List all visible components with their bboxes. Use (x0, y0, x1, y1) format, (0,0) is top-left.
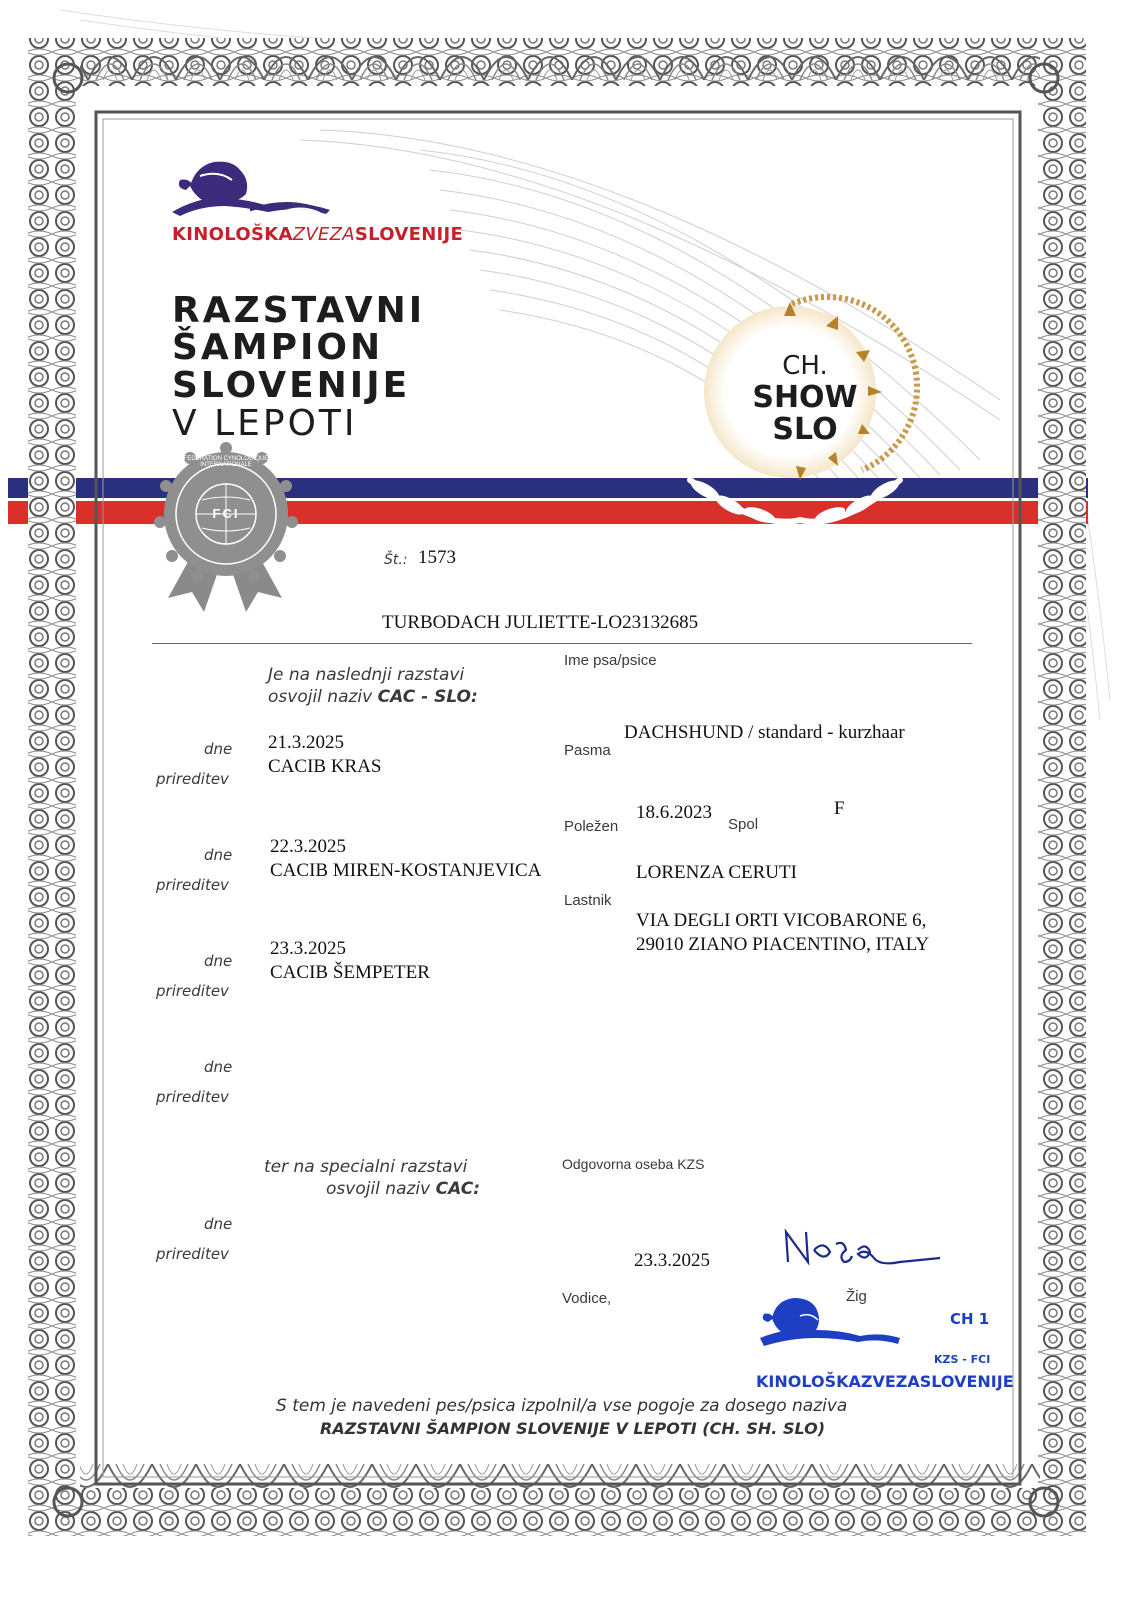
breed-label: Pasma (564, 742, 611, 759)
number-label: Št.: (384, 552, 408, 568)
owner-address-2: 29010 ZIANO PIACENTINO, ITALY (636, 934, 930, 955)
born-value: 18.6.2023 (636, 802, 712, 823)
stamp-sub: KZS - FCI (934, 1353, 991, 1366)
org-name-part2: ZVEZA (292, 224, 355, 245)
seal-label: Žig (846, 1288, 867, 1305)
show1-date: 21.3.2025 (268, 732, 344, 753)
intro-line-1: Je na naslednji razstavi (268, 665, 465, 685)
breed-value: DACHSHUND / standard - kurzhaar (624, 722, 905, 743)
title-line-1: RAZSTAVNI (172, 290, 426, 331)
footer-line-2: RAZSTAVNI ŠAMPION SLOVENIJE V LEPOTI (CH. SH. SLO) (320, 1419, 826, 1438)
signature-date: 23.3.2025 (634, 1250, 710, 1271)
born-label: Poležen (564, 818, 619, 835)
org-name (172, 224, 463, 245)
signature-scribble (786, 1232, 940, 1263)
special-line-1: ter na specialni razstavi (264, 1157, 468, 1177)
title-line-2: ŠAMPION (172, 327, 384, 368)
intro-line-2-prefix: osvojil naziv (268, 687, 378, 707)
rosette-line-3: SLO (772, 412, 838, 447)
dog-name: TURBODACH JULIETTE-LO23132685 (382, 612, 699, 633)
show4-date-label: dne (204, 1058, 233, 1076)
intro-text (268, 664, 478, 708)
stamp-code: CH 1 (950, 1310, 990, 1328)
show2-event: CACIB MIREN-KOSTANJEVICA (270, 860, 542, 881)
sex-value: F (834, 798, 845, 819)
rosette-line-2: SHOW (752, 380, 858, 415)
rosette-text (730, 350, 880, 446)
owner-label: Lastnik (564, 892, 612, 909)
dog-name-divider (152, 643, 972, 644)
special-date-label: dne (204, 1215, 233, 1233)
show1-event: CACIB KRAS (268, 756, 382, 777)
special-intro (264, 1156, 480, 1200)
show3-event: CACIB ŠEMPETER (270, 962, 430, 983)
footer-line-1: S tem je navedeni pes/psica izpolnil/a vse pogoje za dosego naziva (276, 1396, 848, 1416)
rosette-line-1: CH. (782, 351, 828, 381)
fci-seal-ring: FEDERATION CYNOLOGIQUE INTERNATIONALE (183, 456, 269, 468)
owner-address-1: VIA DEGLI ORTI VICOBARONE 6, (636, 910, 927, 931)
title-line-4: V LEPOTI (172, 403, 358, 444)
show2-date-label: dne (204, 846, 233, 864)
place-label: Vodice, (562, 1290, 612, 1307)
show1-event-label: prireditev (156, 770, 229, 788)
responsible-label: Odgovorna oseba KZS (562, 1156, 705, 1172)
owner-name: LORENZA CERUTI (636, 862, 797, 883)
certificate-number: 1573 (418, 547, 456, 568)
org-name-part1: KINOLOŠKA (172, 224, 293, 245)
show3-event-label: prireditev (156, 982, 229, 1000)
stamp-dog (760, 1298, 900, 1346)
org-name-part3: SLOVENIJE (354, 224, 464, 245)
show2-date: 22.3.2025 (270, 836, 346, 857)
show3-date: 23.3.2025 (270, 938, 346, 959)
stamp-org: KINOLOŠKAZVEZASLOVENIJE (756, 1372, 1014, 1391)
title-line-3: SLOVENIJE (172, 365, 411, 406)
sex-label: Spol (728, 816, 759, 833)
special-event-label: prireditev (156, 1245, 229, 1263)
special-line-2-bold: CAC: (435, 1179, 480, 1199)
show1-date-label: dne (204, 740, 233, 758)
show3-date-label: dne (204, 952, 233, 970)
fci-seal-center: FCI (212, 506, 240, 521)
show2-event-label: prireditev (156, 876, 229, 894)
dog-name-label: Ime psa/psice (564, 652, 657, 669)
special-line-2-prefix: osvojil naziv (326, 1179, 436, 1199)
intro-line-2-bold: CAC - SLO: (377, 687, 478, 707)
show4-event-label: prireditev (156, 1088, 229, 1106)
